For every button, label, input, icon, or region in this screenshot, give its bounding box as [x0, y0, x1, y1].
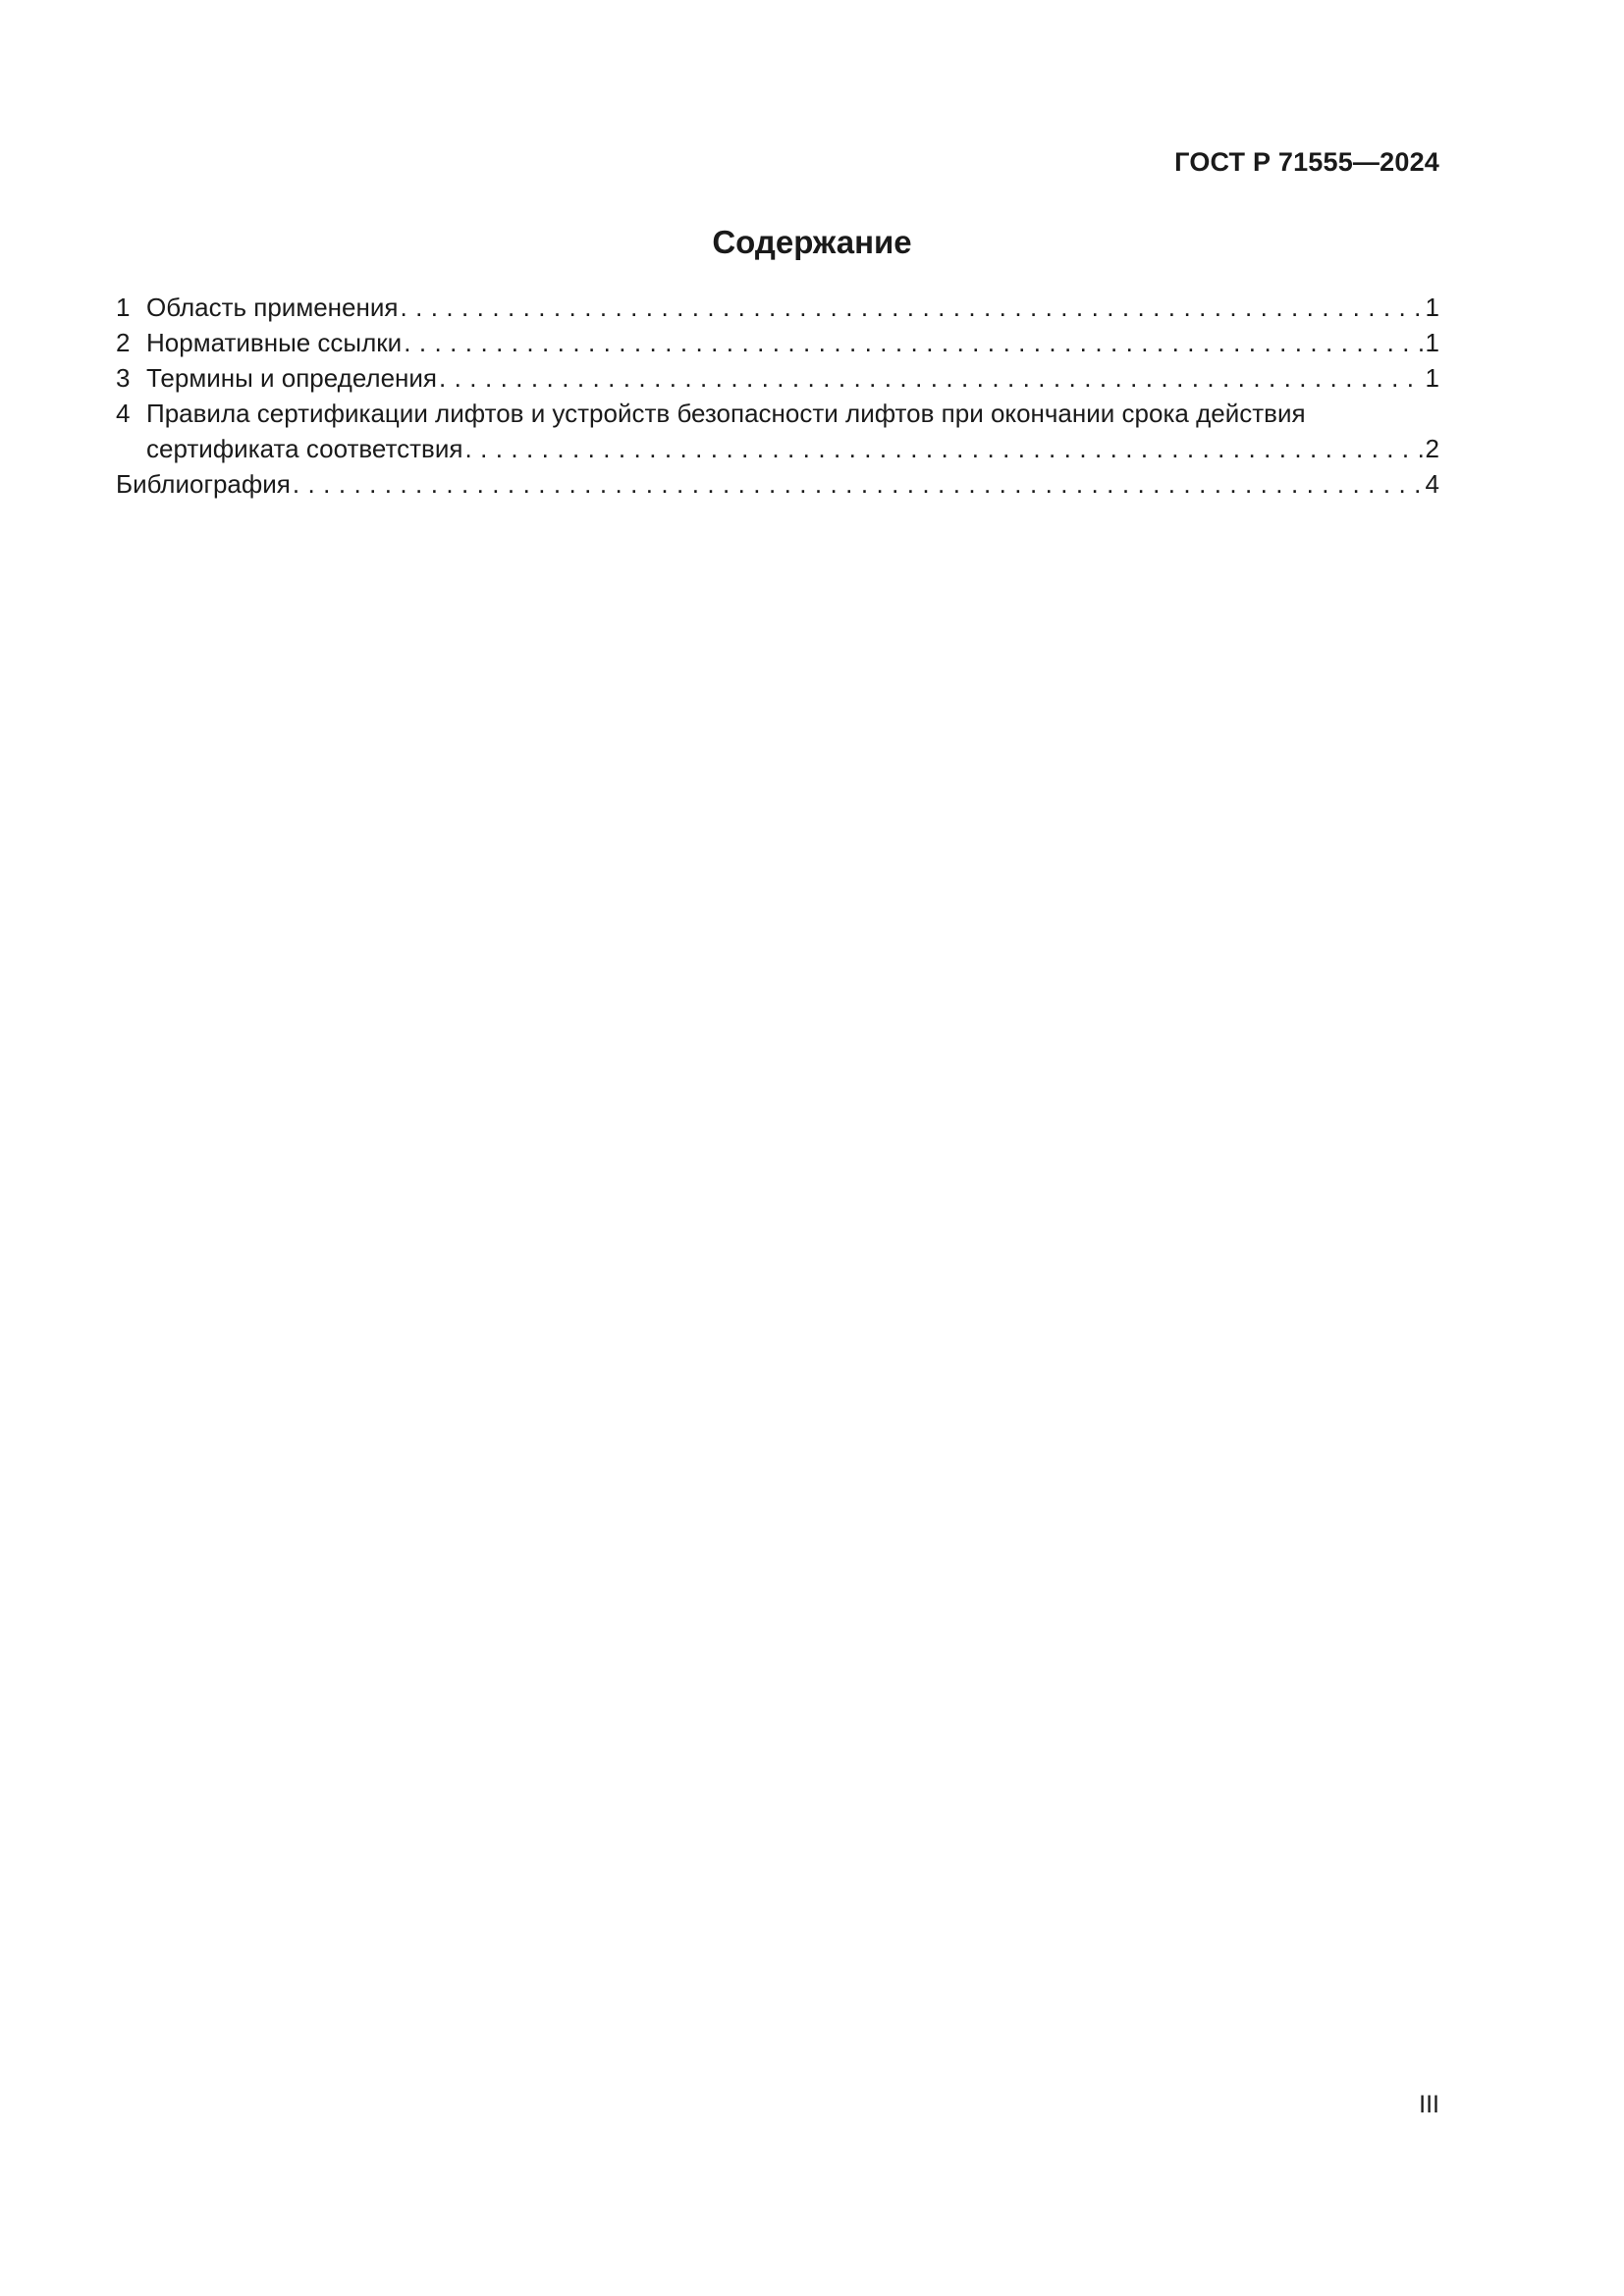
page-number: III [1419, 2091, 1439, 2118]
toc-entry-number: 3 [116, 363, 131, 393]
dot-leader [293, 466, 1424, 502]
toc-title: Содержание [712, 224, 912, 260]
toc-entry-page: 1 [1425, 328, 1439, 357]
toc-entry-title: Библиография [116, 469, 291, 499]
toc-entry-title: Нормативные ссылки [146, 328, 403, 357]
toc-entry-title: Правила сертификации лифтов и устройств безопасности лифтов при окончании срока действия [146, 399, 1306, 428]
toc-entry-certification-rules-continued[interactable] [116, 431, 1439, 466]
toc-entry-normative-references[interactable] [116, 325, 1439, 360]
toc-entry-terms-definitions[interactable] [116, 360, 1439, 396]
toc-entry-number: 1 [116, 293, 131, 322]
toc-entry-title: Термины и определения [146, 363, 438, 393]
toc-entry-page: 1 [1425, 363, 1439, 393]
toc-entry-bibliography[interactable] [116, 466, 1439, 502]
toc-entry-title: Область применения [146, 293, 399, 322]
dot-leader [439, 360, 1424, 396]
dot-leader [400, 290, 1423, 325]
dot-leader [464, 431, 1423, 466]
toc-entry-certification-rules[interactable] [116, 396, 1439, 431]
toc-entry-scope[interactable] [116, 290, 1439, 325]
toc-entry-page: 2 [1425, 434, 1439, 463]
toc-entry-number: 4 [116, 399, 131, 428]
toc-entry-number: 2 [116, 328, 131, 357]
document-code: ГОСТ Р 71555—2024 [1174, 147, 1439, 177]
toc-entry-page: 4 [1425, 469, 1439, 499]
toc-entry-title-continued: сертификата соответствия [146, 434, 463, 463]
toc-entry-page: 1 [1425, 293, 1439, 322]
table-of-contents [116, 290, 1439, 502]
dot-leader [404, 325, 1423, 360]
